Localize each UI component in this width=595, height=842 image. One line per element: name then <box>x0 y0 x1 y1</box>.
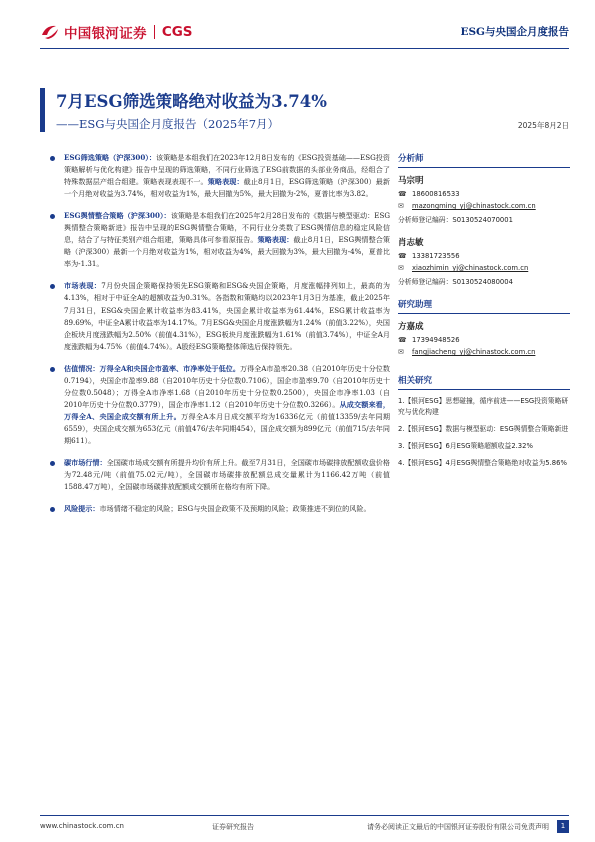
related-research-heading: 相关研究 <box>398 374 570 390</box>
email-icon: ✉ <box>398 348 404 356</box>
paragraph-body: 该策略是本组我们在2025年2月28日发布的《数据与模型驱动：ESG舆情整合策略新进》报告中呈现的ESG舆情整合策略，不同行业分类数了ESG舆情信息的稳定风险信息，结合了与特征类别产组合组建，策略具体可参看原报告。 <box>64 211 390 245</box>
report-title: 7月ESG筛选策略绝对收益为3.74% <box>56 92 327 111</box>
phone-icon: ☎ <box>398 190 407 198</box>
analyst-cert: 分析师登记编码：S0130524070001 <box>398 216 513 224</box>
paragraph-lead: ESG筛选策略（沪深300）： <box>64 153 156 162</box>
assistant-card <box>398 320 570 356</box>
report-series-title: ESG与央国企月度报告 <box>460 26 569 38</box>
website-link[interactable]: www.chinastock.com.cn <box>40 822 124 830</box>
related-research-list <box>398 396 570 469</box>
logo-chinese-text: 中国银河证券 <box>64 26 147 42</box>
paragraph-body: 7月份央国企策略保持领先ESG策略和ESG&央国企策略，月度涨幅排列如上，最高的为4.13%，相对于中证全A的超额收益为0.31%。各指数和策略均以2023年1月3日为基准，截止2025年7月31日，ESG&央国企累计收益率为83.41%，央国企累计收益率为61.44%，ESG累计收益率为89.69%，中证全A累计收益率为14.17%。7月ESG&央国企月度涨跌幅为1.24%（前值3.22%），央国企板块月度涨跌幅为2.50%（前值4.31%），ESG板块月度涨跌幅为1.61%（前值3.74%），中证全A月度涨跌幅为4.75%（前值4.74%）。A股经ESG策略整体筛选后保持领先。 <box>64 281 391 351</box>
analyst-card <box>398 174 570 224</box>
page-number: 1 <box>557 820 569 833</box>
paragraph-body: 该策略是本组我们在2023年12月8日发布的《ESG投资基础——ESG投资策略解析与优化构建》报告中呈现的筛选策略，不同行业筛选了ESG前数据的头部业务商品，经组合了特殊数据层产组合组建。策略表现表现不一。 <box>64 153 390 187</box>
summary-paragraph <box>50 210 390 270</box>
report-subtitle: ——ESG与央国企月度报告（2025年7月） <box>56 117 280 131</box>
paragraph-lead: 碳市场行情： <box>64 458 107 468</box>
paragraph-body: 全国碳市场成交额有所提升均价有所上升。截至7月31日，全国碳市场碳排放配额收盘价格为72.48元/吨（前值75.02元/吨），全国碳市场碳排放配额总成交量累计为1166.42万吨（前值1588.47万吨），全国碳市场碳排放配额成交额所在格均有所下降。 <box>64 458 390 492</box>
summary-paragraph <box>50 152 390 200</box>
assistant-phone: ☎ 17394948526 <box>398 336 460 344</box>
title-accent-bar <box>40 88 45 132</box>
paragraph-body-2: 截止8月1日，ESG筛选策略（沪深300）最新一个月绝对收益为3.74%，相对收益为1%，最大回撤为5%，最大回撤为-2%，夏普比率为3.82。 <box>64 177 391 199</box>
bullet-icon <box>50 214 55 219</box>
analyst-name: 肖志敏 <box>398 238 424 248</box>
paragraph-body-2: 万得全A本月日成交额平均为16336亿元（前值13359/去年同期6559），央国企成交额为653亿元（前值476/去年同期454），国企成交额为899亿元（前值715/去年同期611）。 <box>64 411 390 445</box>
report-type-label: 证券研究报告 <box>212 823 254 831</box>
company-logo <box>40 22 193 42</box>
header-divider <box>40 48 569 49</box>
footer-divider <box>40 815 569 816</box>
bullet-icon <box>50 156 55 161</box>
analyst-name: 马宗明 <box>398 176 424 186</box>
analyst-phone: ☎ 13381723556 <box>398 252 460 260</box>
analysts-heading: 分析师 <box>398 152 570 168</box>
logo-divider <box>154 25 155 39</box>
assistant-email[interactable]: ✉ fangjiacheng_yj@chinastock.com.cn <box>398 348 536 356</box>
analyst-email[interactable]: ✉ xiaozhimin_yj@chinastock.com.cn <box>398 264 529 272</box>
assistant-heading: 研究助理 <box>398 298 570 314</box>
paragraph-highlight: 从成交额来看，万得全A、央国企成交额有所上升。 <box>64 399 390 421</box>
email-icon: ✉ <box>398 264 404 272</box>
page-header <box>0 0 595 62</box>
related-research-item[interactable]: 1.【银河ESG】思想碰撞，循序前进——ESG投资策略研究与优化构建 <box>398 397 569 416</box>
paragraph-lead: 市场表现： <box>64 281 102 291</box>
paragraph-body: 市场情绪不稳定的风险；ESG与央国企政策不及预期的风险；政策推进不到位的风险。 <box>99 504 371 514</box>
bullet-icon <box>50 461 55 466</box>
summary-paragraph <box>50 363 390 447</box>
paragraph-body: 万得全A市盈率20.38（自2010年历史十分位数0.7194），央国企市盈率9.88（自2010年历史十分位数0.7106），国企市盈率9.70（自2010年历史十分位数0.5048）；万得全A市净率1.68（自2010年历史十分位数0.2500），央国企市净率1.03（自2010年历史十分位数0.3779），国企市净率1.12（自2010年历史十分位数0.3266）。 <box>64 363 390 409</box>
summary-column <box>50 152 390 525</box>
page-footer <box>40 820 569 834</box>
summary-paragraph <box>50 503 390 515</box>
analyst-card <box>398 236 570 286</box>
paragraph-lead: 风险提示： <box>64 504 100 514</box>
paragraph-highlight: 策略表现： <box>207 177 244 187</box>
paragraph-lead: ESG舆情整合策略（沪深300）： <box>64 211 171 221</box>
bullet-icon <box>50 284 55 289</box>
summary-paragraph <box>50 280 390 352</box>
analyst-email[interactable]: ✉ mazongming_yj@chinastock.com.cn <box>398 202 536 210</box>
report-date: 2025年8月2日 <box>517 121 569 130</box>
sidebar <box>398 152 570 475</box>
email-icon: ✉ <box>398 202 404 210</box>
logo-english-text: CGS <box>161 24 193 40</box>
phone-icon: ☎ <box>398 336 407 344</box>
analyst-cert: 分析师登记编码：S0130524080004 <box>398 278 513 286</box>
related-research-item[interactable]: 4.【银河ESG】4月ESG舆情整合策略绝对收益为5.86% <box>398 459 567 467</box>
paragraph-highlight: 策略表现： <box>257 235 294 245</box>
paragraph-body-2: 截止8月1日，ESG舆情整合策略（沪深300）最新一个月绝对收益为1%，相对收益为4%，最大回撤为3%，最大回撤为-4%，夏普比率为-1.31。 <box>64 235 391 269</box>
related-research-item[interactable]: 3.【银河ESG】6月ESG策略超额收益2.32% <box>398 442 533 450</box>
phone-icon: ☎ <box>398 252 407 260</box>
assistant-name: 方嘉成 <box>398 322 424 332</box>
cgs-logo-icon <box>40 23 60 41</box>
paragraph-lead: 估值情况：万得全A和央国企市盈率、市净率处于低位。 <box>64 363 240 373</box>
disclaimer-text: 请务必阅读正文最后的中国银河证券股份有限公司免责声明 <box>367 823 549 831</box>
summary-paragraph <box>50 457 390 493</box>
analyst-phone: ☎ 18600816533 <box>398 190 460 198</box>
bullet-icon <box>50 367 55 372</box>
related-research-item[interactable]: 2.【银河ESG】数据与模型驱动：ESG舆情整合策略新进 <box>398 425 569 433</box>
bullet-icon <box>50 507 55 512</box>
